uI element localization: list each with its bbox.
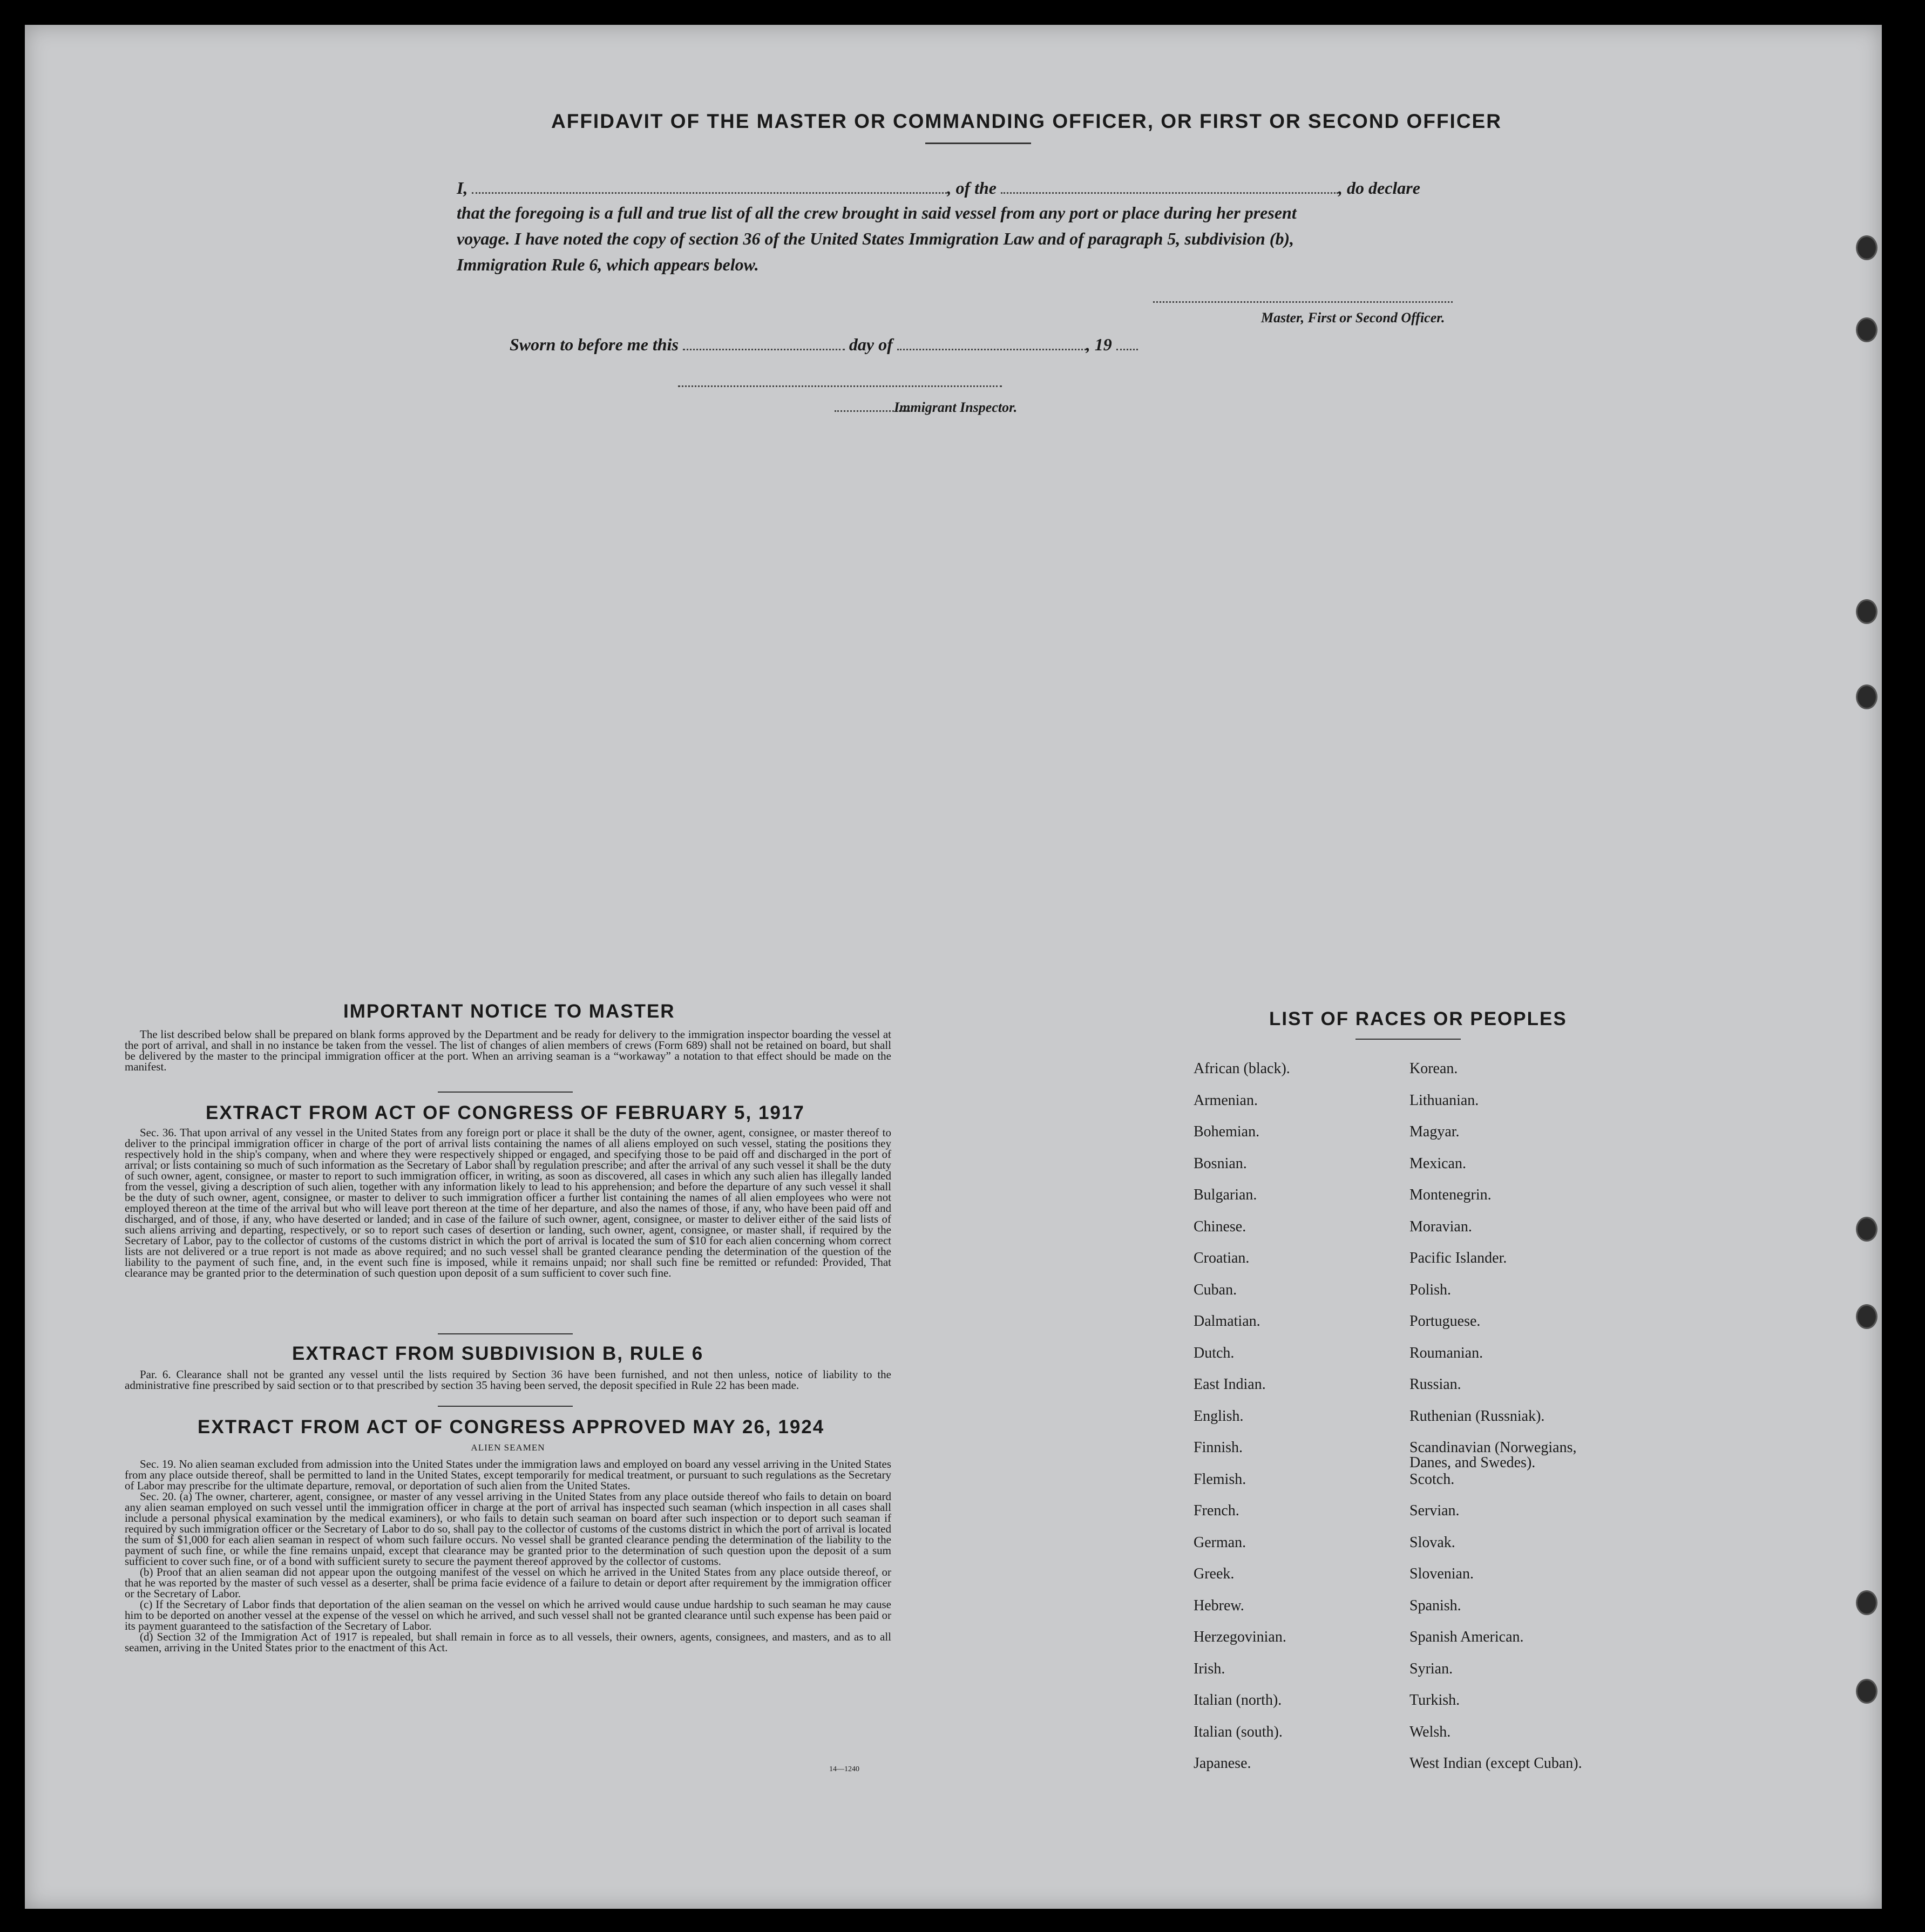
race-item: Turkish.: [1409, 1692, 1460, 1709]
race-item: Polish.: [1409, 1281, 1452, 1298]
race-item: Magyar.: [1409, 1123, 1460, 1140]
sworn-line: [510, 333, 1138, 355]
race-item: Bosnian.: [1194, 1155, 1247, 1172]
binder-hole: [1856, 1679, 1877, 1704]
race-item: Japanese.: [1194, 1755, 1251, 1772]
extract-1917-title: EXTRACT FROM ACT OF CONGRESS OF FEBRUARY 5, 1917: [206, 1102, 805, 1123]
race-item: Welsh.: [1409, 1723, 1451, 1740]
race-item: Servian.: [1409, 1502, 1460, 1519]
race-item: French.: [1194, 1502, 1239, 1519]
day-of-label: day of: [849, 335, 893, 354]
race-item: Bulgarian.: [1194, 1187, 1257, 1203]
race-item: Mexican.: [1409, 1155, 1466, 1172]
extract-1917-paragraph: Sec. 36. That upon arrival of any vessel in the United States from any foreign port or place it shall be the duty of the owner, agent, consignee, or master thereof to deliver to the principal immigration officer in charge of the port of arrival lists containing the names of all aliens employed on such vessel, stating the positions they respectively hold in the ship's company, when and where they were respectively shipped or engaged, and specifying those to be paid off and discharged in the port of arrival; or lists containing so much of such information as the Secretary of Labor shall by regulation prescribe; and after the arrival of any such vessel it shall be the duty of such owner, agent, consignee, or master to report to such immigration officer, in writing, as soon as discovered, all cases in which any such alien has illegally landed from the vessel, giving a description of such alien, together with any information likely to lead to his apprehension; and before the departure of any such vessel it shall be the duty of such owner, agent, consignee, or master to deliver to such immigration officer a further list containing the names of all alien employees who were not employed thereon at the time of the arrival but who will leave port thereon at the time of her departure, and also the names of those, if any, who have been paid off and discharged, and of those, if any, who have deserted or landed; and in case of the failure of such owner, agent, consignee, or master to deliver either of the said lists of such aliens arriving and departing, respectively, or so to report such cases of desertion or landing, such owner, agent, consignee, or master shall, if required by the Secretary of Labor, pay to the collector of customs of the customs district in which the port of arrival is located the sum of $10 for each alien concerning whom correct lists are not delivered or a true report is not made as above required; and no such vessel shall be granted clearance pending the determination of the question of the liability to the payment of such fine, and, in the event such fine is imposed, while it remains unpaid; nor shall such fine be remitted or refunded: Provided, That clearance may be granted prior to the determination of such question upon deposit of a sum sufficient to cover such fine.: [125, 1126, 891, 1279]
extract-rule6-text: [125, 1369, 891, 1391]
vessel-blank[interactable]: [1001, 176, 1338, 194]
race-item: Finnish.: [1194, 1439, 1243, 1456]
affidavit-of-the: , of the: [947, 178, 997, 198]
affidavit-i: I,: [457, 178, 468, 198]
race-item: Armenian.: [1194, 1092, 1258, 1109]
race-item: Bohemian.: [1194, 1123, 1260, 1140]
race-item: Greek.: [1194, 1565, 1235, 1582]
divider-1: [438, 1092, 573, 1093]
sworn-label: Sworn to before me this: [510, 335, 679, 354]
binder-hole: [1856, 317, 1877, 342]
year-blank[interactable]: [1116, 333, 1138, 350]
extract-rule6-paragraph: Par. 6. Clearance shall not be granted any vessel until the lists required by Section 36 have been furnished, and not then unless, notice of liability to the administrative fine prescribed by said section or to that prescribed by section 35 having been served, the deposit specified in Rule 22 has been made.: [125, 1368, 891, 1392]
race-item: East Indian.: [1194, 1376, 1266, 1393]
race-item: Spanish American.: [1409, 1629, 1524, 1645]
race-item: Roumanian.: [1409, 1344, 1483, 1361]
sec20c-paragraph: (c) If the Secretary of Labor finds that deportation of the alien seaman on the vessel on which he arrived would cause undue hardship to such seaman he may cause him to be deported on another vessel at the expense of the vessel on which he arrived, and such vessel shall not be granted clearance until such expense has been paid or its payment guaranteed to the satisfaction of the Secretary of Labor.: [125, 1598, 891, 1632]
race-item: Flemish.: [1194, 1470, 1246, 1488]
race-item: Lithuanian.: [1409, 1092, 1479, 1109]
affidavit-line3: voyage. I have noted the copy of section 36 of the United States Immigration Law and of paragraph 5, subdivision (b),: [457, 229, 1294, 248]
title-divider: [925, 143, 1031, 144]
race-item: Cuban.: [1194, 1281, 1237, 1298]
extract-1924-text: [125, 1459, 891, 1653]
race-item: Italian (south).: [1194, 1723, 1283, 1740]
month-blank[interactable]: [897, 333, 1086, 350]
races-title: LIST OF RACES OR PEOPLES: [1269, 1008, 1567, 1029]
race-item: Hebrew.: [1194, 1597, 1244, 1614]
race-item: Russian.: [1409, 1376, 1461, 1393]
notice-paragraph: The list described below shall be prepared on blank forms approved by the Department and be ready for delivery to the immigration inspector boarding the vessel at the port of arrival, and shall in no instance be taken from the vessel. The list of changes of alien members of crews (Form 689) shall not be retained on board, but shall be delivered by the master to the principal immigration officer at the port. When an arriving seaman is a “workaway” a notation to that effect should be made on the manifest.: [125, 1028, 891, 1073]
affidavit-line1: [457, 176, 1420, 198]
race-item: Scandinavian (Norwegians, Danes, and Swedes).: [1409, 1439, 1577, 1471]
race-item: English.: [1194, 1407, 1244, 1425]
affidavit-line4: Immigration Rule 6, which appears below.: [457, 255, 759, 274]
name-blank[interactable]: [472, 176, 947, 194]
affidavit-line2: that the foregoing is a full and true list of all the crew brought in said vessel from any port or place during her present: [457, 203, 1297, 222]
race-item: Irish.: [1194, 1660, 1225, 1677]
binder-hole: [1856, 1304, 1877, 1329]
race-item: Korean.: [1409, 1060, 1458, 1077]
master-signature-line[interactable]: [1153, 301, 1453, 303]
sec20b-paragraph: (b) Proof that an alien seaman did not appear upon the outgoing manifest of the vessel on which he arrived in the United States from any place outside thereof, or that he was reported by the master of such vessel as a deserter, shall be prima facie evidence of a failure to detain or deport after requirement by the immigration officer or the Secretary of Labor.: [125, 1565, 891, 1600]
race-item: Slovenian.: [1409, 1565, 1474, 1582]
race-item: Syrian.: [1409, 1660, 1453, 1677]
race-item: German.: [1194, 1534, 1246, 1551]
notice-title: IMPORTANT NOTICE TO MASTER: [343, 1001, 675, 1022]
race-item: Dalmatian.: [1194, 1313, 1260, 1330]
race-item: Montenegrin.: [1409, 1187, 1492, 1203]
binder-hole: [1856, 599, 1877, 624]
notice-text: [125, 1029, 891, 1072]
race-item: Scotch.: [1409, 1470, 1455, 1488]
sec20d-paragraph: (d) Section 32 of the Immigration Act of 1917 is repealed, but shall remain in force as to all vessels, their owners, agents, consignees, and masters, and as to all seamen, arriving in the United States prior to the enactment of this Act.: [125, 1630, 891, 1654]
race-item: Italian (north).: [1194, 1692, 1282, 1709]
form-number: 14—1240: [829, 1765, 859, 1773]
day-blank[interactable]: [683, 333, 845, 350]
race-item: Ruthenian (Russniak).: [1409, 1407, 1545, 1425]
inspector-signature-line[interactable]: [678, 385, 1002, 387]
master-signature-label: Master, First or Second Officer.: [1261, 310, 1445, 326]
binder-hole: [1856, 1217, 1877, 1242]
race-item: Moravian.: [1409, 1218, 1472, 1235]
extract-1917-text: [125, 1127, 891, 1278]
affidavit-title: AFFIDAVIT OF THE MASTER OR COMMANDING OFFICER, OR FIRST OR SECOND OFFICER: [551, 110, 1502, 132]
race-item: Chinese.: [1194, 1218, 1246, 1235]
divider-3: [438, 1406, 573, 1407]
sec20a-paragraph: Sec. 20. (a) The owner, charterer, agent, consignee, or master of any vessel arriving in the United States from any place outside thereof who fails to detain on board any alien seaman employed on such vessel until the immigration officer in charge at the port of arrival has inspected such seaman (which inspection in all cases shall include a personal physical examination by the medical examiners), or who fails to detain such seaman on board after such inspection or to deport such seaman if required by such immigration officer or the Secretary of Labor to do so, shall pay to the collector of customs of the customs district in which the port of arrival is located the sum of $1,000 for each alien seaman in respect of whom such failure occurs. No vessel shall be granted clearance pending the determination of the liability to the payment of such fine, or while the fine remains unpaid, except that clearance may be granted prior to the determination of such question upon the deposit of a sum sufficient to cover such fine, or of a bond with sufficient surety to secure the payment thereof approved by the collector of customs.: [125, 1490, 891, 1568]
race-item: Dutch.: [1194, 1344, 1235, 1361]
race-item: Spanish.: [1409, 1597, 1461, 1614]
race-item: Croatian.: [1194, 1250, 1250, 1266]
sec19-paragraph: Sec. 19. No alien seaman excluded from admission into the United States under the immigration laws and employed on board any vessel arriving in the United States from any place outside thereof, shall be permitted to land in the United States, except temporarily for medical treatment, or pursuant to such regulations as the Secretary of Labor may prescribe for the ultimate departure, removal, or deportation of such alien from the United States.: [125, 1458, 891, 1492]
race-item: Herzegovinian.: [1194, 1629, 1286, 1645]
race-item: Portuguese.: [1409, 1313, 1481, 1330]
race-item: West Indian (except Cuban).: [1409, 1755, 1582, 1772]
binder-hole: [1856, 235, 1877, 260]
document-page: [25, 25, 1882, 1909]
extract-1924-title: EXTRACT FROM ACT OF CONGRESS APPROVED MAY 26, 1924: [198, 1416, 825, 1438]
race-item: Pacific Islander.: [1409, 1250, 1507, 1266]
year-label: , 19: [1086, 335, 1112, 354]
binder-hole: [1856, 684, 1877, 709]
alien-seamen-subtitle: ALIEN SEAMEN: [471, 1442, 545, 1453]
affidavit-declare: , do declare: [1338, 178, 1420, 198]
inspector-signature-label: Immigrant Inspector.: [894, 399, 1018, 415]
extract-rule6-title: EXTRACT FROM SUBDIVISION B, RULE 6: [292, 1343, 704, 1364]
races-divider: [1355, 1039, 1461, 1040]
race-item: African (black).: [1194, 1060, 1290, 1077]
race-item: Slovak.: [1409, 1534, 1455, 1551]
binder-hole: [1856, 1590, 1877, 1615]
divider-2: [438, 1333, 573, 1334]
